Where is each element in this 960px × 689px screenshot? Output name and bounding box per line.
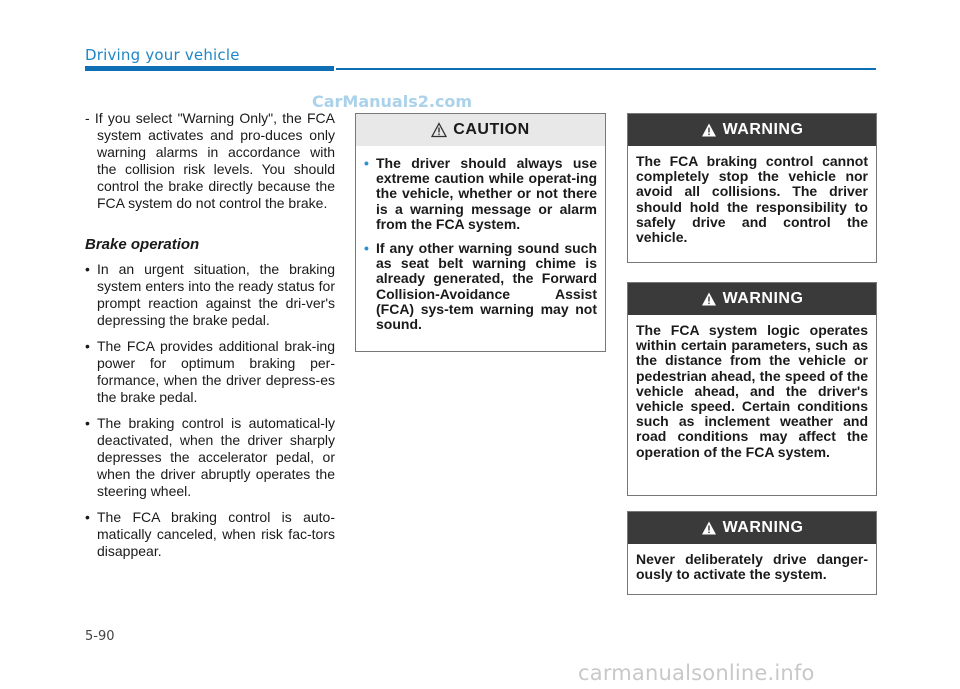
watermark-top[interactable]: CarManuals2.com [312, 92, 473, 111]
caution-triangle-icon [431, 122, 447, 138]
caution-body [356, 146, 605, 351]
caution-box [355, 113, 606, 352]
caution-item: • The driver should always use extreme caution while operat-ing the vehicle, whether or not there is a warning message or alarm from the FCA system. [376, 156, 597, 232]
warning-body: The FCA system logic operates within certain parameters, such as the distance from the vehicle or pedestrian ahead, the speed of the vehicle ahead, and the driver's vehicle speed. Certain conditions such as inclement weather and road conditions may affect the operation of the FCA system. [636, 322, 868, 460]
warning-title: WARNING [722, 290, 804, 307]
warning-box-logic [627, 282, 877, 496]
header-rule-thin [336, 68, 876, 70]
warning-body: The FCA braking control cannot completely stop the vehicle nor avoid all collisions. The driver should hold the responsibility to safely drive and control the vehicle. [636, 153, 868, 246]
header-rule-thick [85, 66, 334, 71]
left-column [85, 110, 335, 569]
list-item: • The FCA braking control is auto-matically canceled, when risk fac-tors disappear. [97, 509, 335, 560]
list-item: • In an urgent situation, the braking system enters into the ready status for prompt reaction against the dri-ver's depressing the brake pedal. [97, 261, 335, 329]
warning-triangle-icon [701, 291, 717, 307]
page-number: 5-90 [85, 629, 115, 644]
warning-box-braking [627, 113, 877, 263]
caution-header [356, 114, 605, 146]
warning-header [628, 512, 876, 544]
list-item: • The FCA provides additional brak-ing power for optimum braking per-formance, when the driver depress-es the brake pedal. [97, 338, 335, 406]
warning-header [628, 114, 876, 146]
warning-header [628, 283, 876, 315]
warning-box-deliberate [627, 511, 877, 595]
warning-title: WARNING [722, 519, 804, 536]
brake-operation-heading: Brake operation [85, 236, 200, 253]
brake-operation-list [85, 261, 335, 560]
list-item: • The braking control is automatical-ly deactivated, when the driver sharply depresses the accelerator pedal, or when the driver abruptly operates the steering wheel. [97, 415, 335, 500]
intro-paragraph: - If you select "Warning Only", the FCA system activates and pro-duces only warning alarms in accordance with the collision risk levels. You should control the brake directly because the FCA system do not control the brake. [85, 110, 335, 211]
caution-item: • If any other warning sound such as seat belt warning chime is already generated, the Forward Collision-Avoidance Assist (FCA) sys-tem warning may not sound. [376, 241, 597, 332]
warning-title: WARNING [722, 121, 804, 138]
warning-body: Never deliberately drive danger-ously to activate the system. [636, 551, 868, 583]
caution-title: CAUTION [453, 121, 530, 138]
section-title: Driving your vehicle [85, 46, 240, 64]
warning-triangle-icon [701, 122, 717, 138]
warning-triangle-icon [701, 520, 717, 536]
watermark-bottom[interactable]: carmanualsonline.info [578, 661, 815, 685]
